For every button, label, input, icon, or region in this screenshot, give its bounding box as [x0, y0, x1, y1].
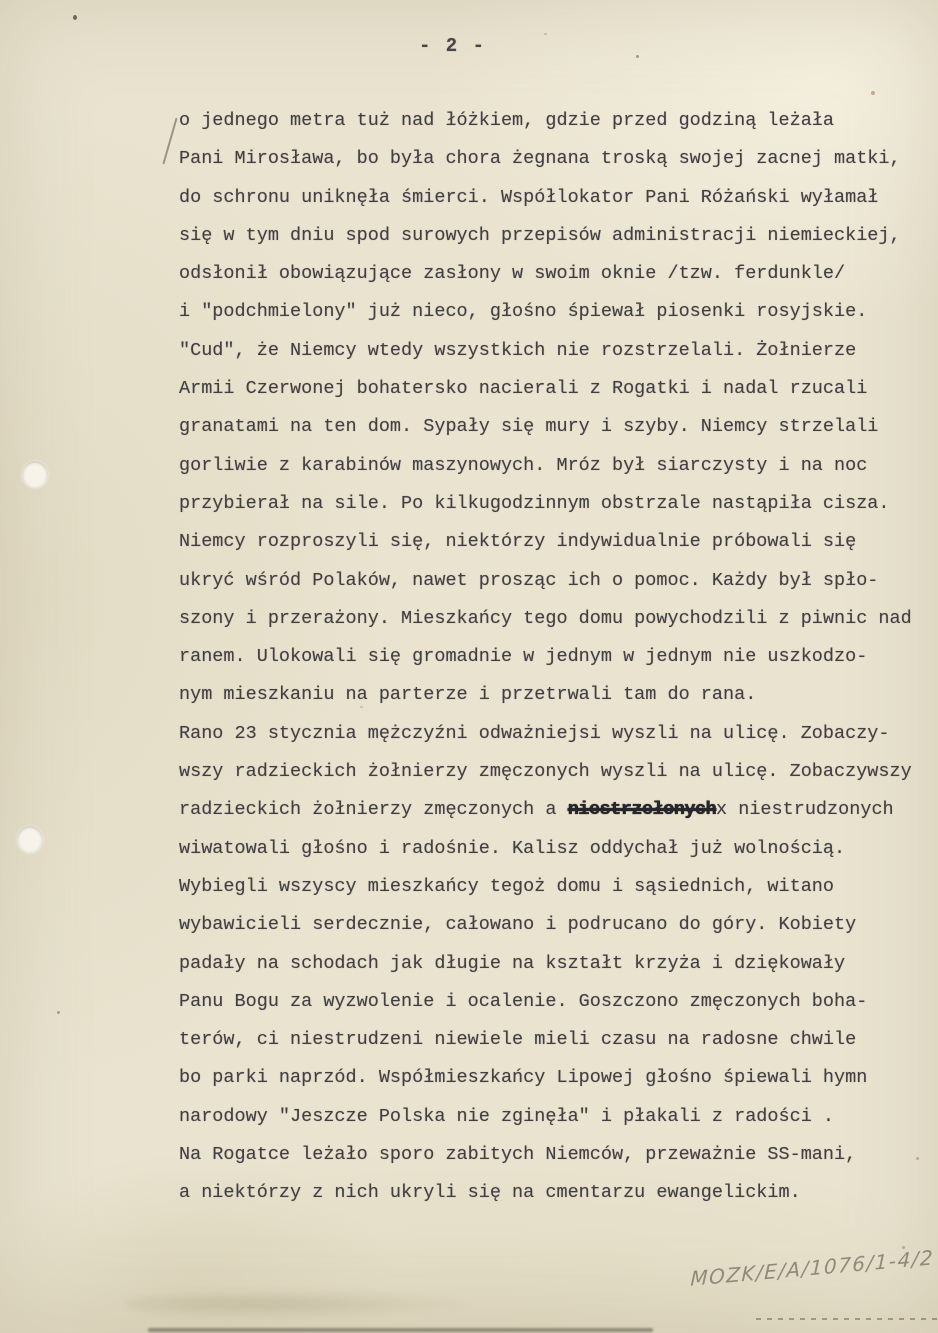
- text-line: wybawicieli serdecznie, całowano i podrucano do góry. Kobiety: [179, 914, 857, 936]
- hole-punch-top: [22, 461, 48, 488]
- paper-speck: [871, 91, 875, 95]
- text-line: gorliwie z karabinów maszynowych. Mróz był siarczysty i na noc: [179, 454, 868, 476]
- paper-speck: [544, 33, 547, 35]
- text-line: i "podchmielony" już nieco, głośno śpiewał piosenki rosyjskie.: [179, 301, 868, 323]
- text-line: wiwatowali głośno i radośnie. Kalisz oddychał już wolnością.: [179, 837, 846, 859]
- struck-out-word: niestrzełonych: [567, 799, 717, 821]
- text-line: radzieckich żołnierzy zmęczonych a niestrzełonychx niestrudzonych: [179, 799, 894, 821]
- text-line: ukryć wśród Polaków, nawet prosząc ich o pomoc. Każdy był spło-: [179, 569, 879, 591]
- text-line: "Cud", że Niemcy wtedy wszystkich nie rozstrzelali. Żołnierze: [179, 339, 857, 361]
- text-line: odsłonił obowiązujące zasłony w swoim oknie /tzw. ferdunkle/: [179, 263, 846, 285]
- archive-reference-handwritten: MOZK/E/A/1076/1-4/2: [690, 1245, 935, 1291]
- paper-speck: [57, 1011, 60, 1014]
- text-line: wszy radzieckich żołnierzy zmęczonych wyszli na ulicę. Zobaczywszy: [179, 761, 912, 783]
- text-line: granatami na ten dom. Sypały się mury i szyby. Niemcy strzelali: [179, 416, 879, 438]
- page-number: - 2 -: [419, 35, 487, 57]
- text-line: terów, ci niestrudzeni niewiele mieli czasu na radosne chwile: [179, 1029, 857, 1051]
- scan-edge-streak: [148, 1328, 653, 1332]
- hole-punch-bottom: [17, 826, 43, 853]
- text-line: Armii Czerwonej bohatersko nacierali z Rogatki i nadal rzucali: [179, 378, 868, 400]
- paper-speck: [902, 1246, 905, 1249]
- paper-speck: [916, 1157, 919, 1160]
- text-line: o jednego metra tuż nad łóżkiem, gdzie przed godziną leżała: [179, 110, 835, 131]
- text-line: ranem. Ulokowali się gromadnie w jednym w jednym nie uszkodzo-: [179, 646, 868, 668]
- text-line: bo parki naprzód. Współmieszkańcy Lipowej głośno śpiewali hymn: [179, 1067, 868, 1089]
- text-line: Niemcy rozproszyli się, niektórzy indywidualnie próbowali się: [179, 531, 857, 553]
- text-line: narodowy "Jeszcze Polska nie zginęła" i płakali z radości .: [179, 1105, 835, 1127]
- text-line: Panu Bogu za wyzwolenie i ocalenie. Goszczono zmęczonych boha-: [179, 990, 868, 1012]
- erased-stamp-ghost: [126, 1290, 466, 1318]
- text-line: Wybiegli wszyscy mieszkańcy tegoż domu i sąsiednich, witano: [179, 875, 835, 897]
- paper-speck: [73, 15, 77, 20]
- text-line: a niektórzy z nich ukryli się na cmentarzu ewangelickim.: [179, 1182, 801, 1204]
- paper-speck: [360, 706, 363, 708]
- pencil-mark: [162, 118, 177, 165]
- text-line: się w tym dniu spod surowych przepisów administracji niemieckiej,: [179, 224, 901, 246]
- text-line: Rano 23 stycznia mężczyźni odważniejsi wyszli na ulicę. Zobaczy-: [179, 722, 890, 744]
- text-line: przybierał na sile. Po kilkugodzinnym obstrzale nastąpiła cisza.: [179, 492, 890, 514]
- paper-speck: [636, 55, 639, 58]
- typewritten-text-block: [179, 102, 929, 1213]
- text-line: Na Rogatce leżało sporo zabitych Niemców, przeważnie SS-mani,: [179, 1144, 857, 1166]
- text-line: szony i przerażony. Mieszkańcy tego domu powychodzili z piwnic nad: [179, 607, 912, 629]
- scan-edge-dots: [756, 1318, 938, 1320]
- text-line: Pani Mirosława, bo była chora żegnana troską swojej zacnej matki,: [179, 148, 901, 170]
- text-line: padały na schodach jak długie na kształt krzyża i dziękowały: [179, 952, 846, 974]
- text-line: nym mieszkaniu na parterze i przetrwali tam do rana.: [179, 684, 757, 706]
- text-line: do schronu uniknęła śmierci. Współlokator Pani Różański wyłamał: [179, 186, 879, 208]
